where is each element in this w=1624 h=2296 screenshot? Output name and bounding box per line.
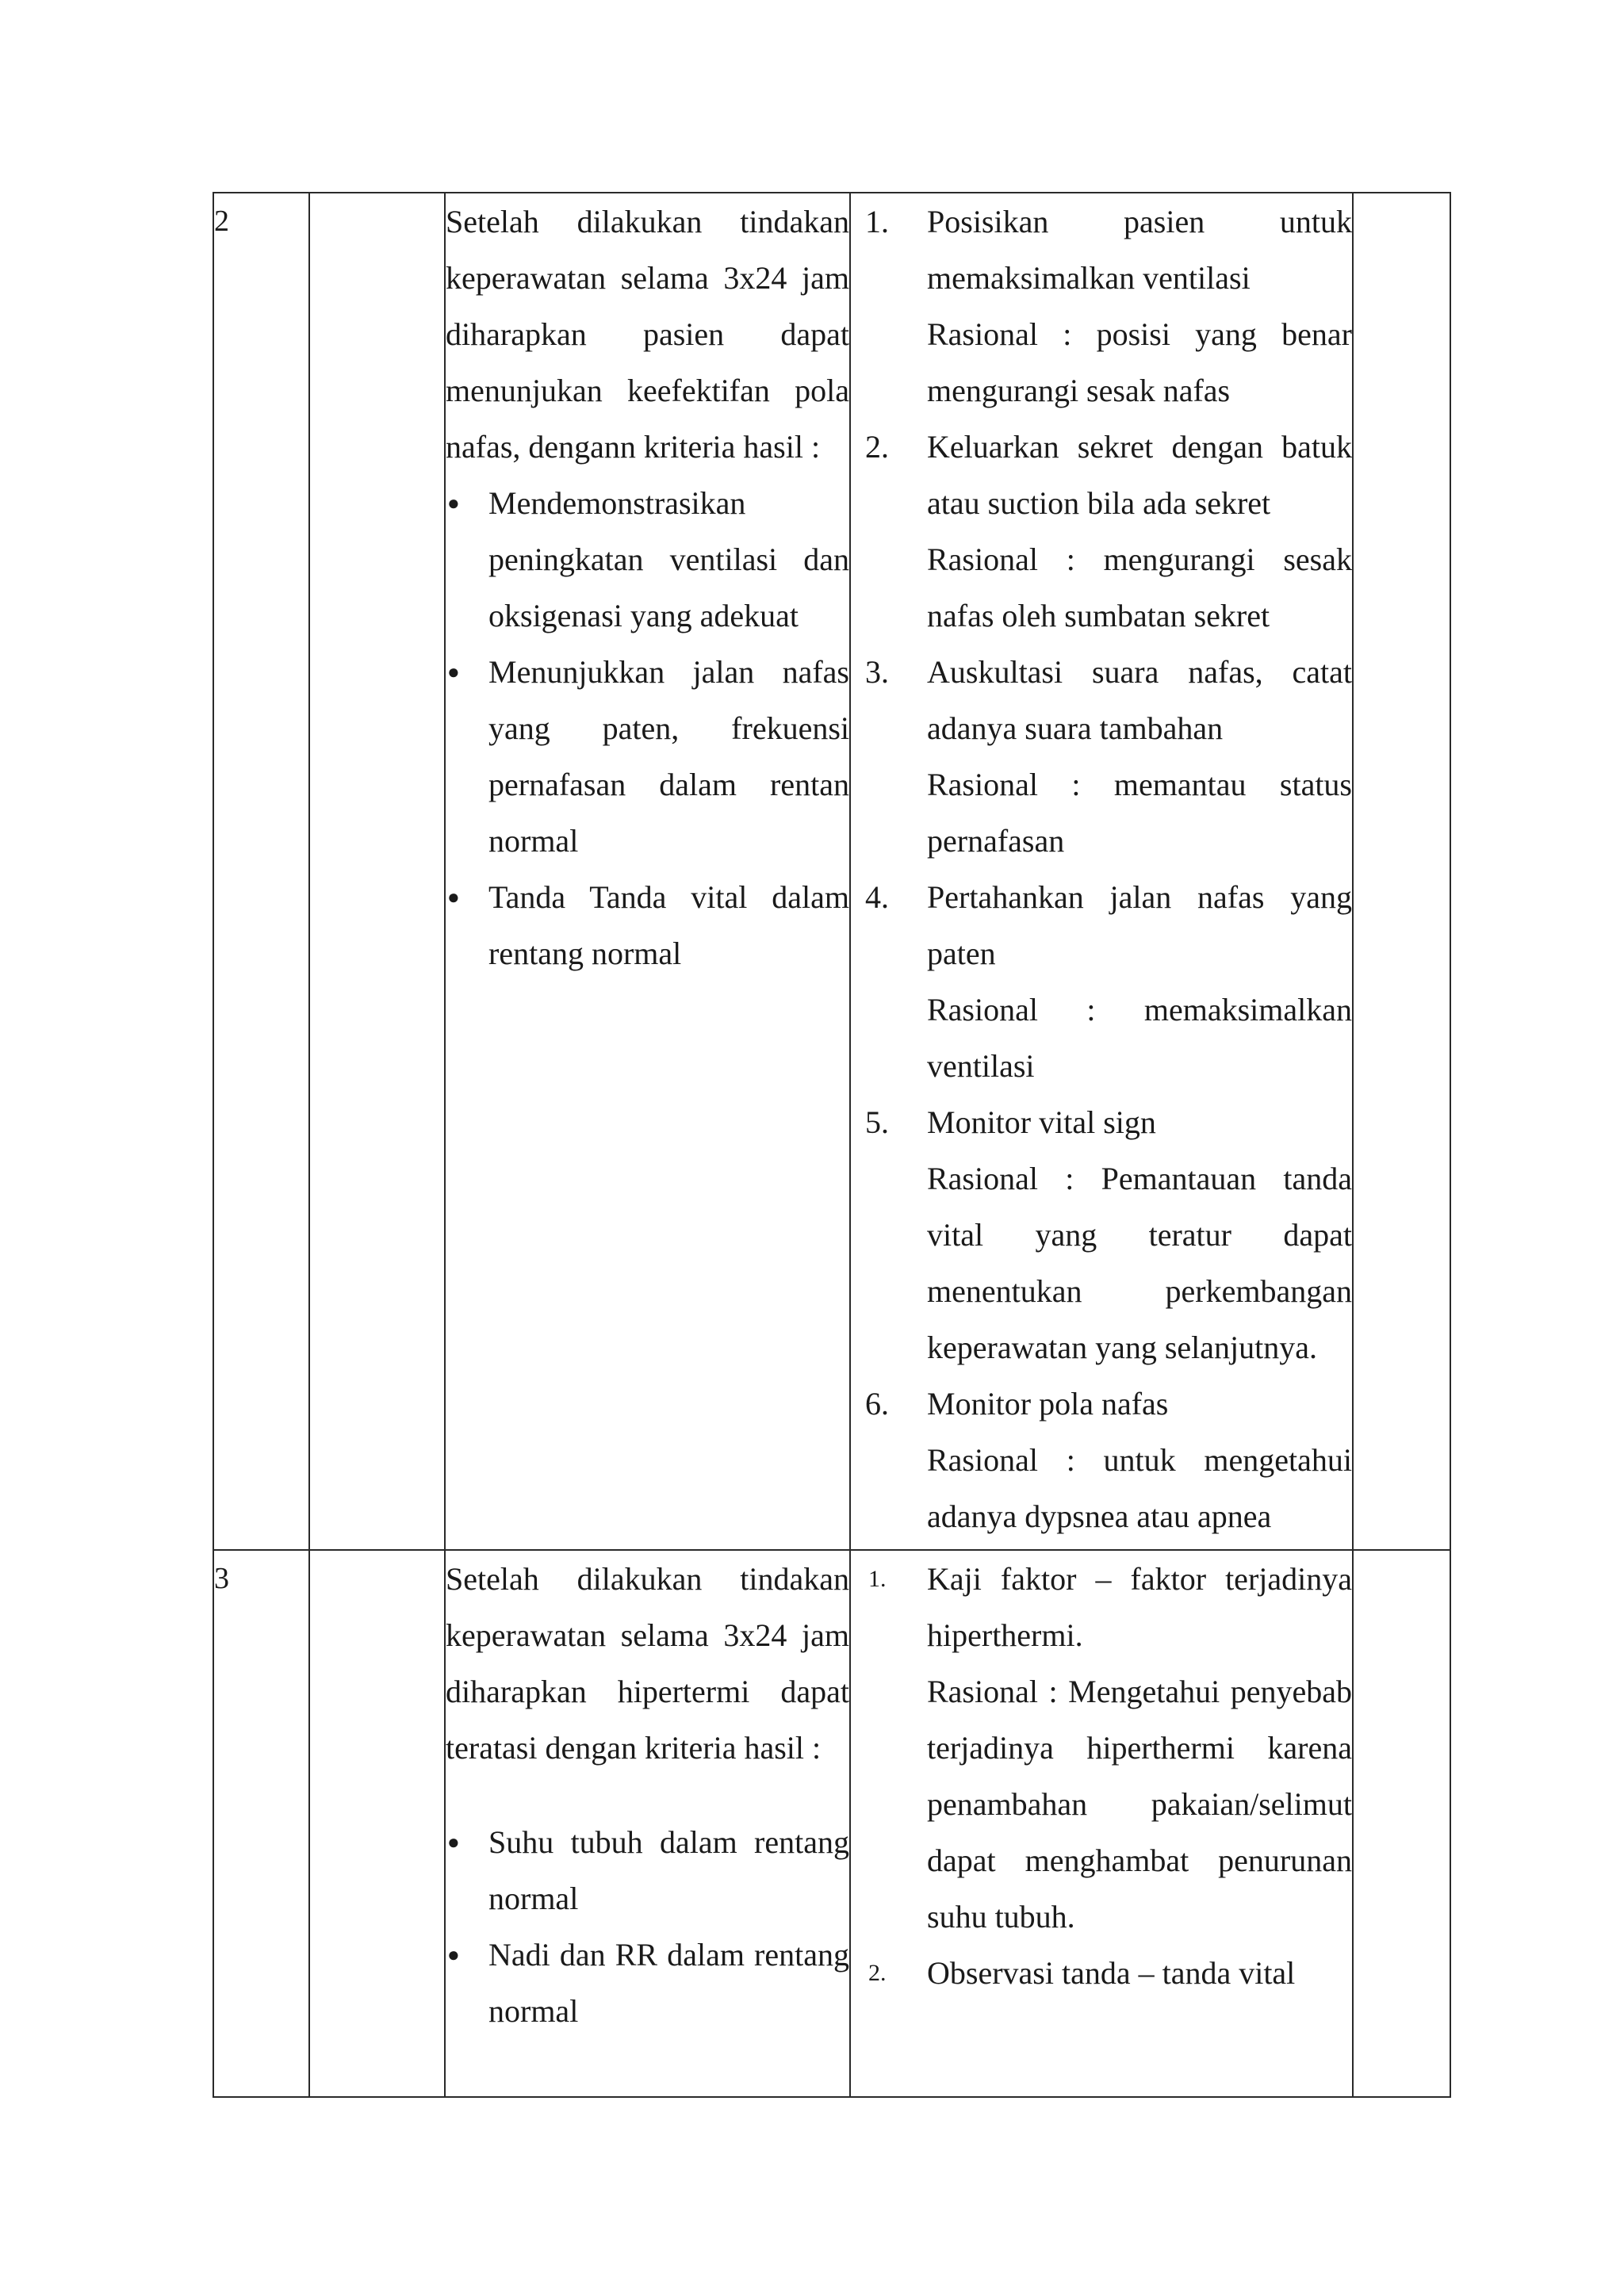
table-row [213,1550,1450,2097]
evaluation-cell [1353,193,1450,1550]
intervention-rationale: Rasional : memantau status pernafasan [927,767,1352,859]
list-item [851,1094,1352,1376]
list-item [851,1945,1352,2001]
goal-statement: Setelah dilakukan tindakan keperawatan selama 3x24 jam diharapkan pasien dapat menunjukan keefektifan pola nafas, dengann kriteria hasil : [446,204,849,465]
row-number-cell [213,1550,309,2097]
spacer [446,1776,849,1814]
intervention-action: Kaji faktor – faktor terjadinya hiperthermi. [927,1561,1352,1653]
list-item [851,193,1352,419]
item-number: 1. [865,204,889,239]
goal-criteria-cell [445,1550,850,2097]
list-item [446,1927,849,2039]
intervention-rationale: Rasional : memaksimalkan ventilasi [927,992,1352,1084]
list-item [851,419,1352,644]
item-number: 2. [865,429,889,465]
list-item [851,1551,1352,1945]
row-number-cell [213,193,309,1550]
list-item [851,869,1352,1094]
item-number: 3. [865,654,889,690]
bullet-icon: ● [447,660,460,683]
goal-criteria-cell [445,193,850,1550]
intervention-action: Posisikan pasien untuk memaksimalkan ventilasi [927,204,1352,296]
intervention-rationale: Rasional : posisi yang benar mengurangi sesak nafas [927,316,1352,408]
intervention-rationale: Rasional : Pemantauan tanda vital yang teratur dapat menentukan perkembangan keperawatan yang selanjutnya. [927,1161,1352,1365]
intervention-action: Monitor pola nafas [927,1386,1169,1422]
list-item [446,644,849,869]
nursing-care-plan-table [213,192,1451,2098]
list-item [446,869,849,982]
criteria-list [446,475,849,982]
intervention-action: Keluarkan sekret dengan batuk atau suction bila ada sekret [927,429,1352,521]
item-number: 1. [868,1566,887,1592]
item-number: 4. [865,879,889,915]
bullet-icon: ● [447,1831,460,1854]
item-number: 2. [868,1960,887,1986]
intervention-cell [850,193,1353,1550]
criterion-text: Mendemonstrasikan peningkatan ventilasi dan oksigenasi yang adekuat [488,485,849,633]
intervention-action: Pertahankan jalan nafas yang paten [927,879,1352,971]
evaluation-cell [1353,1550,1450,2097]
list-item [446,475,849,644]
list-item [851,644,1352,869]
bullet-icon: ● [447,492,460,515]
intervention-action: Observasi tanda – tanda vital [927,1955,1296,1991]
table-row [213,193,1450,1550]
criterion-text: Suhu tubuh dalam rentang normal [488,1824,849,1916]
item-number: 6. [865,1386,889,1422]
intervention-cell [850,1550,1353,2097]
list-item [851,1376,1352,1544]
intervention-rationale: Rasional : untuk mengetahui adanya dypsnea atau apnea [927,1442,1352,1534]
list-item [446,1814,849,1927]
bullet-icon: ● [447,886,460,909]
criteria-list [446,1814,849,2039]
intervention-list [851,193,1352,1544]
row-number: 2 [214,205,229,238]
criterion-text: Tanda Tanda vital dalam rentang normal [488,879,849,971]
intervention-rationale: Rasional : Mengetahui penyebab terjadinya hiperthermi karena penambahan pakaian/selimut dapat menghambat penurunan suhu tubuh. [927,1674,1352,1934]
bullet-icon: ● [447,1943,460,1966]
intervention-list [851,1551,1352,2001]
intervention-action: Auskultasi suara nafas, catat adanya suara tambahan [927,654,1352,746]
goal-statement: Setelah dilakukan tindakan keperawatan selama 3x24 jam diharapkan hipertermi dapat teratasi dengan kriteria hasil : [446,1561,849,1766]
diagnosis-cell [309,193,445,1550]
item-number: 5. [865,1104,889,1140]
intervention-rationale: Rasional : mengurangi sesak nafas oleh sumbatan sekret [927,541,1352,633]
criterion-text: Nadi dan RR dalam rentang normal [488,1937,849,2029]
diagnosis-cell [309,1550,445,2097]
criterion-text: Menunjukkan jalan nafas yang paten, frekuensi pernafasan dalam rentan normal [488,654,849,859]
row-number: 3 [214,1562,229,1595]
intervention-action: Monitor vital sign [927,1104,1156,1140]
